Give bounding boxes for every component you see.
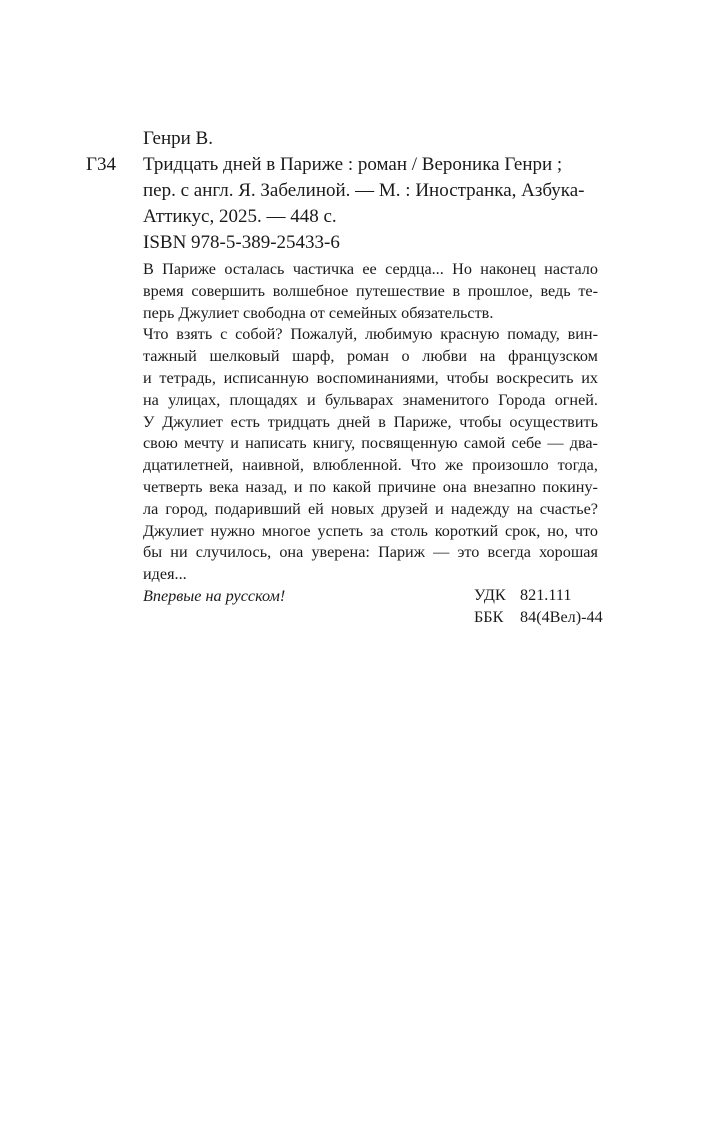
annotation-word: случилось,	[195, 543, 272, 562]
annotation-word: что	[574, 521, 598, 540]
annotation-word: же	[445, 456, 464, 475]
annotation-word: волшебное	[272, 281, 349, 300]
annotation-word: и	[230, 434, 239, 453]
annotation-word: частичка	[292, 260, 355, 278]
annotation-word: тетрадь,	[159, 368, 216, 387]
annotation	[143, 259, 598, 608]
annotation-word: исписанную	[223, 368, 309, 387]
annotation-line	[143, 477, 598, 499]
annotation-line	[143, 455, 598, 477]
annotation-word: столь	[390, 521, 428, 540]
annotation-word: осуществить	[509, 412, 598, 431]
annotation-word: тогда,	[557, 456, 598, 475]
annotation-line	[143, 542, 598, 564]
bibliographic-record	[143, 126, 623, 256]
annotation-word: тажный	[143, 347, 197, 366]
annotation-line	[143, 412, 598, 434]
author-mark: Г34	[86, 154, 116, 175]
annotation-line	[143, 346, 598, 368]
annotation-word: чтобы	[459, 412, 502, 431]
annotation-word: Джулиет	[162, 412, 223, 431]
annotation-word: шарф,	[292, 347, 335, 366]
annotation-word: влюбленной.	[312, 456, 402, 475]
author-heading: Генри В.	[143, 128, 213, 149]
annotation-word: за	[369, 521, 384, 540]
annotation-word: и	[143, 368, 152, 387]
annotation-word: У	[143, 412, 155, 431]
annotation-word: и	[307, 390, 316, 409]
udk-code	[474, 585, 603, 607]
annotation-word: себе	[511, 434, 542, 453]
annotation-word: написать	[245, 434, 307, 453]
annotation-word: Пожалуй,	[290, 325, 358, 344]
annotation-word: подаривший	[214, 499, 301, 518]
annotation-word: хорошая	[539, 543, 598, 562]
annotation-word: —	[547, 434, 564, 453]
annotation-word: это	[457, 543, 480, 562]
annotation-word: с	[220, 325, 228, 344]
annotation-word: она	[279, 543, 304, 562]
annotation-word: назад,	[245, 477, 288, 496]
description-line-2: пер. с англ. Я. Забелиной. — М. : Иностранка, Азбука-	[143, 180, 585, 201]
annotation-word: и	[435, 499, 444, 518]
description-line-3: Аттикус, 2025. — 448 с.	[143, 206, 337, 227]
annotation-line	[143, 521, 598, 543]
annotation-word: тридцать	[267, 412, 330, 431]
annotation-line: перь Джулиет свободна от семейных обязательств.	[143, 303, 494, 322]
annotation-word: дней	[337, 412, 371, 431]
annotation-word: но,	[547, 521, 568, 540]
annotation-word: Но	[452, 260, 472, 278]
udk-label: УДК	[474, 586, 506, 604]
annotation-word: века	[209, 477, 239, 496]
annotation-word: ей	[307, 499, 324, 518]
annotation-word: посвященную	[361, 434, 458, 453]
annotation-line	[143, 281, 598, 303]
annotation-line: идея...	[143, 565, 187, 584]
annotation-word: и	[293, 477, 303, 496]
annotation-word: успеть	[317, 521, 364, 540]
annotation-line	[143, 259, 598, 281]
annotation-word: В	[143, 260, 154, 278]
annotation-word: в	[452, 281, 461, 300]
annotation-word: бульварах	[324, 390, 394, 409]
annotation-word: есть	[230, 412, 260, 431]
annotation-word: помаду,	[507, 325, 560, 344]
annotation-word: роман	[347, 347, 389, 366]
annotation-word: площадях	[229, 390, 298, 409]
annotation-word: счастье?	[539, 499, 598, 518]
annotation-word: новых	[330, 499, 375, 518]
annotation-word: два-	[569, 434, 598, 453]
annotation-word: совершить	[191, 281, 266, 300]
annotation-line	[143, 390, 598, 412]
isbn: ISBN 978-5-389-25433-6	[143, 232, 340, 253]
annotation-word: собой?	[235, 325, 283, 344]
annotation-word: любви	[422, 347, 467, 366]
annotation-word: самой	[463, 434, 506, 453]
annotation-word: Париже,	[393, 412, 452, 431]
annotation-word: настало	[544, 260, 598, 278]
annotation-word: Города	[498, 390, 546, 409]
annotation-word: покину-	[542, 477, 598, 496]
annotation-word: прошлое,	[467, 281, 533, 300]
annotation-word: произошло	[472, 456, 549, 475]
annotation-word: наконец	[480, 260, 536, 278]
bbk-label: ББК	[474, 607, 504, 626]
annotation-word: она	[442, 477, 467, 496]
description-line-1: Тридцать дней в Париже : роман / Вероника Генри ;	[143, 154, 563, 175]
annotation-word: свою	[143, 434, 178, 453]
annotation-word: ведь	[540, 281, 571, 300]
annotation-word: короткий	[434, 521, 499, 540]
annotation-word: взять	[176, 325, 213, 344]
annotation-word: книгу,	[312, 434, 356, 453]
annotation-word: ни	[170, 543, 188, 562]
classification-codes	[474, 585, 603, 629]
annotation-word: всегда	[487, 543, 531, 562]
annotation-word: бы	[143, 543, 163, 562]
annotation-word: друзей	[381, 499, 428, 518]
annotation-word: Париж	[378, 543, 425, 562]
annotation-word: в	[378, 412, 386, 431]
annotation-word: мечту	[184, 434, 225, 453]
annotation-word: на	[143, 390, 159, 409]
annotation-word: чтобы	[446, 368, 489, 387]
annotation-word: на	[516, 499, 533, 518]
annotation-word: нужно	[210, 521, 255, 540]
annotation-word: ла	[143, 499, 159, 518]
annotation-word: улицах,	[168, 390, 221, 409]
annotation-word: дцатилетней,	[143, 456, 234, 475]
annotation-line	[143, 433, 598, 455]
annotation-word: о	[401, 347, 410, 366]
annotation-word: любимую	[364, 325, 433, 344]
annotation-word: четверть	[143, 477, 203, 496]
annotation-word: шелковый	[209, 347, 280, 366]
bbk-code	[474, 607, 603, 629]
annotation-word: красную	[440, 325, 500, 344]
annotation-word: по	[309, 477, 326, 496]
annotation-word: Что	[143, 325, 169, 344]
first-in-russian-note: Впервые на русском!	[143, 586, 286, 605]
annotation-word: на	[479, 347, 496, 366]
annotation-word: французском	[508, 347, 598, 366]
annotation-line	[143, 368, 598, 390]
annotation-word: срок,	[505, 521, 541, 540]
annotation-word: осталась	[224, 260, 285, 278]
annotation-word: те-	[578, 281, 598, 300]
annotation-word: надежду	[450, 499, 510, 518]
annotation-word: внезапно	[473, 477, 536, 496]
annotation-word: сердца...	[385, 260, 444, 278]
annotation-word: воскресить	[496, 368, 574, 387]
annotation-word: —	[433, 543, 450, 562]
annotation-word: огней.	[554, 390, 598, 409]
annotation-line	[143, 324, 598, 346]
bbk-value: 84(4Вел)-44	[520, 607, 603, 626]
annotation-word: многое	[261, 521, 311, 540]
annotation-word: воспоминаниями,	[316, 368, 439, 387]
annotation-word: причине	[377, 477, 436, 496]
annotation-word: какой	[332, 477, 372, 496]
annotation-word: вин-	[567, 325, 598, 344]
annotation-word: путешествие	[355, 281, 445, 300]
annotation-word: Джулиет	[143, 521, 204, 540]
annotation-word: время	[143, 281, 184, 300]
annotation-word: Что	[410, 456, 437, 475]
annotation-word: знаменитого	[402, 390, 489, 409]
annotation-word: ее	[362, 260, 377, 278]
annotation-word: их	[581, 368, 598, 387]
annotation-word: Париже	[162, 260, 216, 278]
annotation-word: город,	[165, 499, 208, 518]
annotation-word: уверена:	[311, 543, 370, 562]
udk-value: 821.111	[520, 586, 572, 604]
annotation-line	[143, 499, 598, 521]
annotation-word: наивной,	[242, 456, 304, 475]
